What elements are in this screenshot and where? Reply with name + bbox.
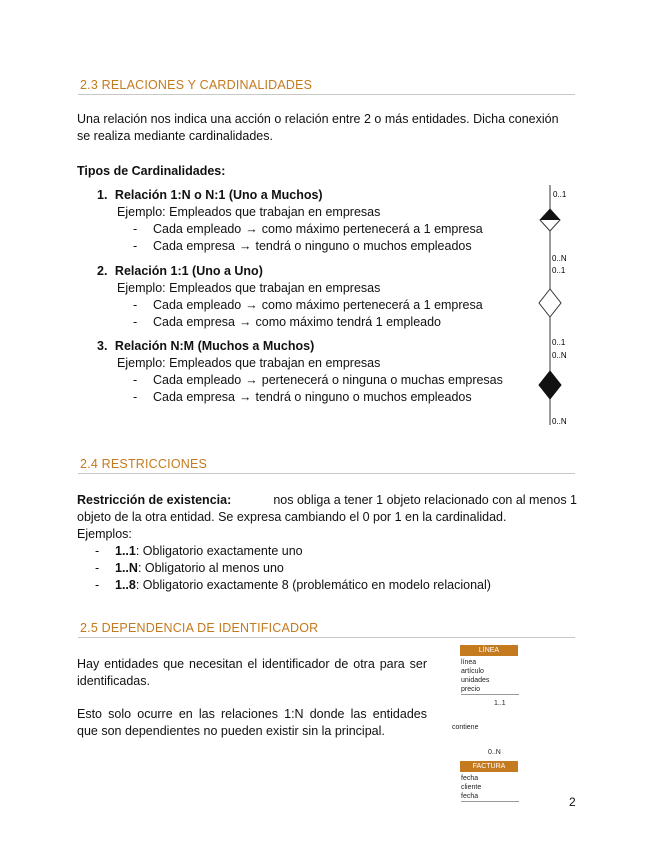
restriction-line-2: objeto de la otra entidad. Se expresa cambiando el 0 por 1 en la cardinalidad. bbox=[77, 510, 507, 524]
card-label-5: 0..N bbox=[552, 351, 567, 360]
card-label-4: 0..1 bbox=[552, 338, 566, 347]
types-title: Tipos de Cardinalidades: bbox=[77, 164, 226, 178]
cardinality-item-1 bbox=[97, 188, 537, 256]
cardinality-item-2 bbox=[97, 264, 537, 332]
cardinality-diagram bbox=[535, 185, 585, 430]
intro-paragraph bbox=[77, 111, 582, 145]
example-item: - 1..N: Obligatorio al menos uno bbox=[95, 561, 284, 575]
diamond-filled bbox=[539, 371, 561, 399]
card-label-1: 0..1 bbox=[553, 190, 567, 199]
item-line: - Cada empleado → como máximo pertenecerá a 1 empresa bbox=[133, 298, 483, 312]
example-item: - 1..1: Obligatorio exactamente uno bbox=[95, 544, 303, 558]
dependency-paragraph-2: Esto solo ocurre en las relaciones 1:N donde las entidades que son dependientes no pueden existir sin la principal. bbox=[77, 707, 427, 738]
restriction-paragraph bbox=[77, 492, 577, 594]
restriction-line-1: Restricción de existencia: nos obliga a tener 1 objeto relacionado con al menos 1 bbox=[77, 493, 577, 507]
cardinality-item-3 bbox=[97, 339, 537, 407]
example-item: - 1..8: Obligatorio exactamente 8 (problemático en modelo relacional) bbox=[95, 578, 491, 592]
item-line: - Cada empresa → tendrá o ninguno o muchos empleados bbox=[133, 239, 472, 253]
intro-line-1: Una relación nos indica una acción o relación entre 2 o más entidades. Dicha conexión bbox=[77, 112, 559, 126]
item-example: Ejemplo: Empleados que trabajan en empresas bbox=[117, 281, 381, 295]
restriction-lead: Restricción de existencia: bbox=[77, 493, 232, 507]
item-line: - Cada empleado → pertenecerá o ninguna o muchas empresas bbox=[133, 373, 503, 387]
examples-label: Ejemplos: bbox=[77, 527, 132, 541]
dependency-figure bbox=[452, 643, 522, 805]
section-2-5-heading: 2.5 DEPENDENCIA DE IDENTIFICADOR bbox=[80, 621, 319, 635]
card-bottom: 0..N bbox=[488, 749, 501, 756]
heading-rule bbox=[78, 473, 575, 474]
section-2-3-heading: 2.3 RELACIONES Y CARDINALIDADES bbox=[80, 78, 313, 92]
entity-linea-header: LÍNEA bbox=[460, 645, 518, 656]
item-example: Ejemplo: Empleados que trabajan en empresas bbox=[117, 356, 381, 370]
item-line: - Cada empleado → como máximo pertenecerá a 1 empresa bbox=[133, 222, 483, 236]
relation-label: contiene bbox=[452, 724, 479, 731]
card-label-2: 0..N bbox=[552, 254, 567, 263]
card-label-6: 0..N bbox=[552, 417, 567, 426]
intro-line-2: se realiza mediante cardinalidades. bbox=[77, 129, 273, 143]
card-label-3: 0..1 bbox=[552, 266, 566, 275]
card-top: 1..1 bbox=[494, 700, 506, 707]
page-number: 2 bbox=[569, 795, 576, 809]
dependency-paragraph-1: Hay entidades que necesitan el identificador de otra para ser identificadas. bbox=[77, 657, 427, 688]
entity-factura-fields: fecha cliente fecha bbox=[461, 774, 519, 802]
entity-linea-fields: línea artículo unidades precio bbox=[461, 658, 519, 695]
item-number: 3. bbox=[97, 339, 108, 353]
heading-rule bbox=[78, 637, 575, 638]
section-2-4-heading: 2.4 RESTRICCIONES bbox=[80, 457, 208, 471]
item-line: - Cada empresa → como máximo tendrá 1 empleado bbox=[133, 315, 442, 329]
diamond-filled-half bbox=[540, 209, 560, 220]
item-example: Ejemplo: Empleados que trabajan en empresas bbox=[117, 205, 381, 219]
item-number: 2. bbox=[97, 264, 108, 278]
item-title: Relación 1:N o N:1 (Uno a Muchos) bbox=[114, 188, 323, 202]
entity-factura-header: FACTURA bbox=[460, 761, 518, 772]
diamond-empty bbox=[539, 289, 561, 317]
item-number: 1. bbox=[97, 188, 108, 202]
heading-rule bbox=[78, 94, 575, 95]
item-line: - Cada empresa → tendrá o ninguno o muchos empleados bbox=[133, 390, 472, 404]
item-title: Relación 1:1 (Uno a Uno) bbox=[114, 264, 263, 278]
item-title: Relación N:M (Muchos a Muchos) bbox=[114, 339, 315, 353]
